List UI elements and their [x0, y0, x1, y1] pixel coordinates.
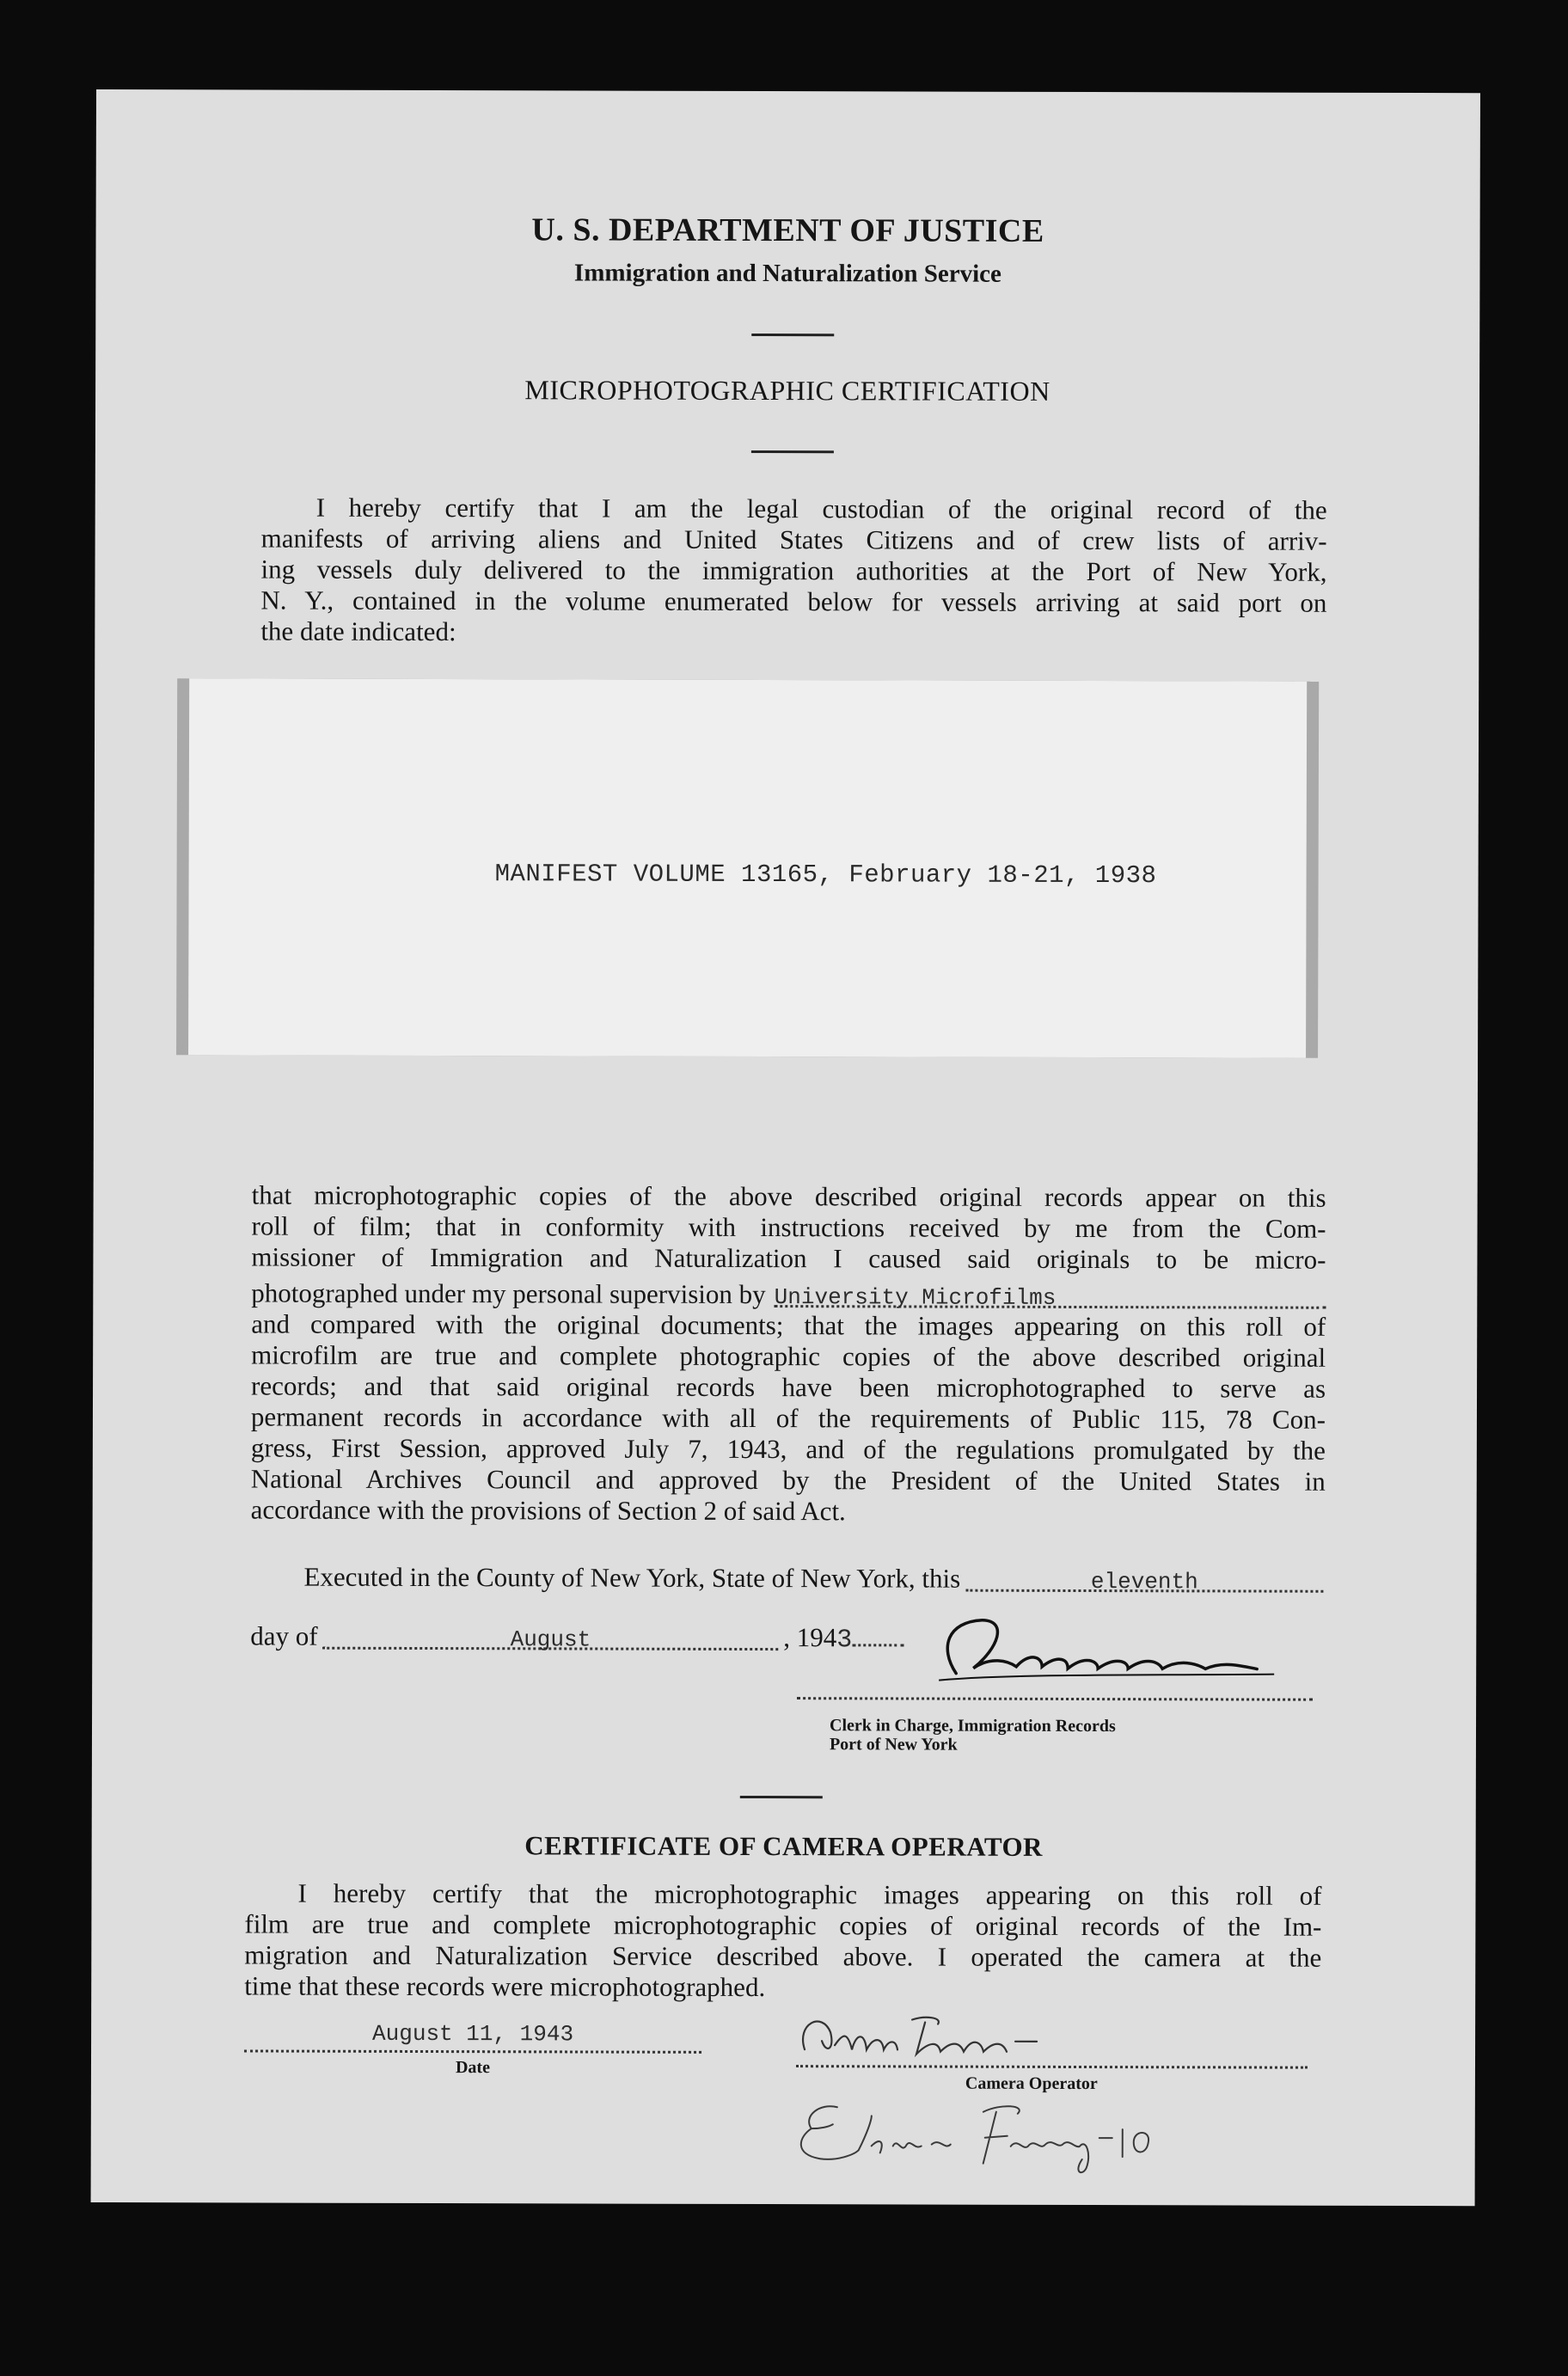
paragraph-line: permanent records in accordance with all of the requirements of Public 115, 78 Con- — [250, 1401, 1326, 1435]
paragraph-line: ing vessels duly delivered to the immigration authorities at the Port of New York, — [260, 554, 1327, 587]
year-prefix: 194 — [796, 1622, 837, 1653]
divider-rule — [751, 450, 834, 453]
year-digit: 3 — [836, 1626, 853, 1656]
date-value: August 11, 1943 — [244, 2020, 701, 2053]
clerk-title — [830, 1716, 1116, 1754]
supervision-value: University Microfilms — [774, 1284, 1057, 1311]
supervision-field — [775, 1279, 1326, 1309]
executed-prefix: Executed in the County of New York, State of New York, this — [303, 1561, 961, 1594]
clerk-title-line: Clerk in Charge, Immigration Records — [829, 1716, 1116, 1736]
paragraph-line: migration and Naturalization Service described above. I operated the camera at the — [244, 1939, 1322, 1973]
executed-line — [303, 1562, 1323, 1595]
paragraph-line: accordance with the provisions of Section 2 of said Act. — [250, 1494, 846, 1527]
paragraph-line: records; and that said original records have been microphotographed to serve as — [251, 1370, 1326, 1404]
clerk-signature-line — [797, 1697, 1313, 1701]
certification-heading: MICROPHOTOGRAPHIC CERTIFICATION — [524, 374, 1050, 407]
month-year-line: day of August , 194 3 — [250, 1616, 903, 1656]
month-field — [323, 1621, 779, 1653]
service-subtitle: Immigration and Naturalization Service — [573, 259, 1001, 288]
paragraph-line: I hereby certify that I am the legal custodian of the original record of the — [315, 492, 1327, 525]
paragraph-line: N. Y., contained in the volume enumerated below for vessels arriving at said port on — [260, 585, 1327, 618]
camera-operator-label: Camera Operator — [965, 2073, 1098, 2094]
paragraph-line: the date indicated: — [260, 615, 456, 647]
paragraph-line: microfilm are true and complete photographic copies of the above described original — [251, 1339, 1326, 1373]
paragraph-line: roll of film; that in conformity with instructions received by me from the Com- — [251, 1210, 1326, 1244]
intro-paragraph — [260, 493, 1326, 650]
month-value: August — [510, 1626, 591, 1653]
department-title: U. S. DEPARTMENT OF JUSTICE — [531, 211, 1044, 249]
paragraph-line: manifests of arriving aliens and United States Citizens and of crew lists of arriv- — [260, 523, 1327, 556]
paragraph-line: time that these records were microphotographed. — [244, 1970, 766, 2003]
divider-rule — [751, 334, 834, 336]
manifest-volume-slip — [188, 678, 1307, 1057]
day-value: eleventh — [1090, 1569, 1198, 1595]
extra-signature — [786, 2085, 1164, 2181]
clerk-title-line: Port of New York — [829, 1735, 958, 1754]
certificate-sheet — [91, 89, 1480, 2206]
day-of-label: day of — [250, 1620, 318, 1651]
camera-paragraph — [244, 1877, 1321, 2004]
paragraph-line: that microphotographic copies of the above described original records appear on this — [251, 1179, 1326, 1213]
body-paragraph — [251, 1179, 1326, 1528]
date-label: Date — [455, 2058, 490, 2078]
supervision-line — [251, 1277, 1326, 1311]
camera-operator-signature — [787, 2006, 1045, 2067]
date-field — [244, 2020, 701, 2078]
divider-rule — [740, 1796, 823, 1798]
day-field — [965, 1564, 1323, 1593]
paragraph-line: film are true and complete microphotographic copies of original records of the Im- — [244, 1908, 1322, 1942]
paragraph-line: National Archives Council and approved by the President of the United States in — [250, 1463, 1326, 1497]
paragraph-line: and compared with the original documents; that the images appearing on this roll of — [251, 1308, 1326, 1342]
paragraph-line: missioner of Immigration and Naturalization I caused said originals to be micro- — [251, 1241, 1326, 1275]
camera-operator-heading: CERTIFICATE OF CAMERA OPERATOR — [524, 1830, 1044, 1862]
year-dots — [852, 1618, 903, 1646]
clerk-signature — [913, 1613, 1326, 1691]
supervision-prefix: photographed under my personal supervision by — [251, 1277, 766, 1310]
paragraph-line: gress, First Session, approved July 7, 1943, and of the regulations promulgated by the — [250, 1432, 1326, 1466]
camera-operator-line — [796, 2065, 1308, 2069]
paragraph-line: I hereby certify that the microphotographic images appearing on this roll of — [297, 1877, 1322, 1911]
manifest-volume-text: MANIFEST VOLUME 13165, February 18-21, 1938 — [494, 860, 1157, 891]
